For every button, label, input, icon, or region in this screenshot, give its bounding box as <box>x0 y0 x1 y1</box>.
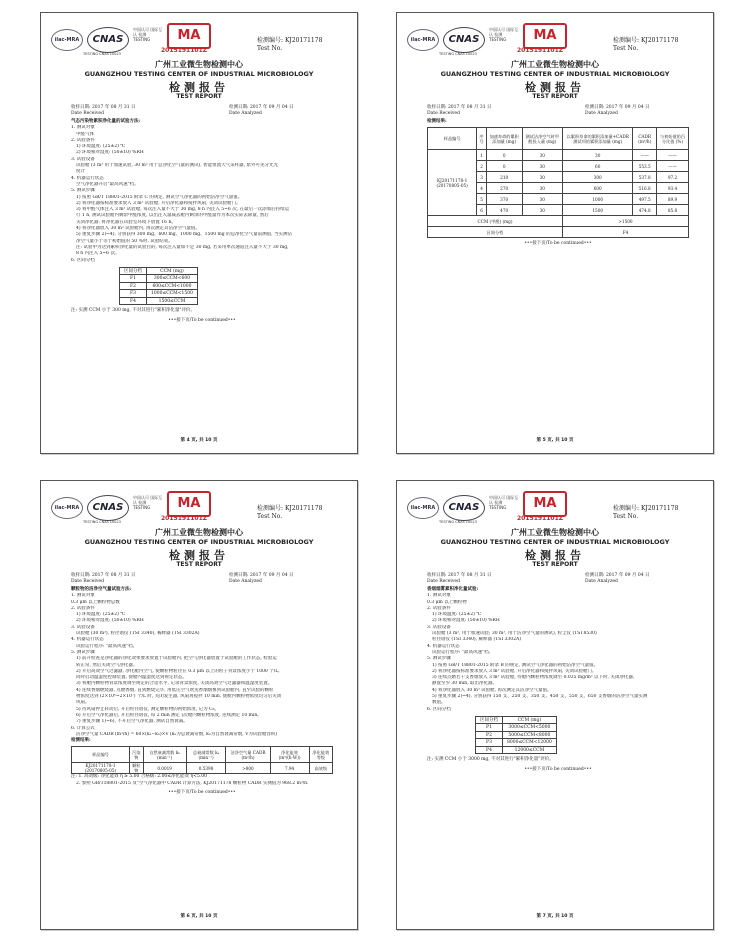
table-row <box>120 297 198 305</box>
cma-number: 2015191101Z <box>161 47 208 54</box>
table-cell: 6 <box>477 205 486 216</box>
table-cell: 0 <box>486 150 522 161</box>
cnas-lab-code: TESTING CNAS L0023 <box>439 520 477 524</box>
report-title-en: TEST REPORT <box>532 561 578 568</box>
accreditation-text: 中国认可 国际互认 检测 TESTING <box>489 27 519 42</box>
table-row <box>476 746 557 754</box>
ilac-mra-logo: ilac-MRA <box>51 29 83 51</box>
table-header: 测试洁净空气时甲醛投入量 (mg) <box>522 128 562 150</box>
method-line: 试验舱 (3 m³ 用于加速试验, 30 m³ 用于总净化空气量的测试), 智能恒流大气采样器, 紫外可见分光光 <box>76 163 278 169</box>
table-cell: 7.94 <box>270 763 309 774</box>
method-line: 试验运行程序: "最高风速"档。 <box>76 643 138 649</box>
report-number <box>613 505 678 521</box>
ilac-mra-logo: ilac-MRA <box>407 29 439 51</box>
date-analyzed-en: Date Analyzed <box>229 579 262 584</box>
method-line: 物浓度达到 (2×10⁶~2×10⁷) 个/L 时, 关闭发生器, 风扇再搅拌 10 min, 使舱内颗粒物浓度均匀后关闭 <box>76 694 282 700</box>
date-analyzed: 检测日期: 2017 年 09 月 04 日 <box>585 573 650 578</box>
cma-logo: MA <box>523 23 567 49</box>
report-title-cn: 检测报告 <box>525 549 585 562</box>
method-line: 2) 环境相对湿度: (50±10) %RH <box>76 618 144 624</box>
date-analyzed-en: Date Analyzed <box>585 111 618 116</box>
method-line: 2) 开启高效空气过滤器, 净化舱内空气, 使颗粒物粒径在 0.3 μm 以上的粒子背景浓度小于 1000 个/L, <box>76 668 280 674</box>
grade-value: F4 <box>562 227 688 238</box>
method-line: 5. 测试步骤 <box>427 656 451 662</box>
table-cell: 0.0019 <box>143 763 186 774</box>
date-received-en: Date Received <box>71 579 104 584</box>
table-header: 序号 <box>477 128 486 150</box>
table-cell: 516.8 <box>633 183 657 194</box>
table-cell: 30 <box>522 205 562 216</box>
table-header: 污染物 <box>129 747 143 763</box>
table-note: 注: 实测 CCM 小于 300 mg, 不对其进行"累积净化量"评价。 <box>71 308 195 314</box>
accreditation-text: 中国认可 国际互认 检测 TESTING <box>133 495 163 510</box>
date-received: 收样日期: 2017 年 08 月 31 日 <box>427 105 492 110</box>
method-body <box>427 587 689 772</box>
date-analyzed: 检测日期: 2017 年 09 月 04 日 <box>229 105 294 110</box>
continued-text: •••接下页/To be continued••• <box>168 317 236 323</box>
table-cell: 12000≤CCM <box>503 746 557 754</box>
method-line: 1. 测试对象 <box>427 593 451 599</box>
table-note: 2. 参照 GB/T18801-2015 及"空气净化器中 CADR 计算方法, KJ20171178 颗粒物 CADR 实测值为 968.2 m³/h. <box>76 780 309 786</box>
cnas-logo: CNAS <box>87 495 129 521</box>
test-no-label: Test No. <box>613 513 639 520</box>
method-line: 5) 重复步骤 2)~4), 分别获得 150 支、250 支、350 支、450 支、550 支、650 支香烟的洁净空气量实测 <box>432 694 648 700</box>
continued-text: •••接下页/To be continued••• <box>168 790 236 796</box>
method-line: 3) 将甲醛气体注入 3 m³ 试验舱, 每次注入量不大于 30 mg, 8 h 内注入 5~6 次, 在最后一次添加后持续运 <box>76 207 290 213</box>
report-page-5 <box>396 12 714 454</box>
grade-table <box>475 716 557 755</box>
method-line: 1) 环境温度: (25±2) ℃ <box>432 612 482 618</box>
method-line: 5. 测试步骤 <box>71 649 95 655</box>
table-cell: F4 <box>120 297 147 305</box>
table-row <box>476 724 557 732</box>
report-number <box>257 505 322 521</box>
table-cell: 30 <box>562 150 632 161</box>
method-line: 试验舱 (3 m³, 用于加速试验; 30 m³, 用于洁净空气量的测试), 粒尘仪 (TSI 8530) <box>432 631 597 637</box>
method-line: 4) 将净化器放入 30 m³ 试验舱, 再次测定其洁净空气量值。 <box>432 687 552 693</box>
table-header: CCM (mg) <box>147 267 198 275</box>
table-cell: 1 <box>477 150 486 161</box>
test-no-label: Test No. <box>257 45 283 52</box>
table-row <box>476 731 557 739</box>
method-line: 2) 环境相对湿度: (50±10) %RH <box>432 618 500 624</box>
date-analyzed: 检测日期: 2017 年 09 月 04 日 <box>229 573 294 578</box>
method-line: 0.3 μm 以上颗粒物 <box>427 599 467 605</box>
method-line: 1) 按照 GB/T 18801-2015 附录 B 的规定, 测试空气净化器的初始洁净空气量值。 <box>432 662 599 668</box>
table-cell: 60 <box>562 161 632 172</box>
table-header-row <box>428 128 689 150</box>
section-heading: 检测结果: <box>427 119 447 124</box>
cma-number: 2015191101Z <box>517 47 564 54</box>
table-cell: 30 <box>522 172 562 183</box>
page-number: 第 5 页, 共 10 页 <box>536 438 574 443</box>
table-row <box>428 216 689 227</box>
method-line: 试验舱 (30 m³), 粒径谱仪 (TSI 3340), 稀释器 (TSI 3302A) <box>76 631 200 637</box>
table-header: 区间分档 <box>120 267 147 275</box>
table-note: 注: 1. 高效级: 净化能效 η ≥ 5.00 合格级: 2.00≤净化能效 η<5.00 <box>71 774 207 780</box>
table-header: CADR (m³/h) <box>633 128 657 150</box>
report-page-6 <box>40 480 358 930</box>
date-received-en: Date Received <box>71 111 104 116</box>
cnas-lab-code: TESTING CNAS L0023 <box>83 52 121 56</box>
ccm-label: CCM (甲醛) (mg) <box>428 216 563 227</box>
table-cell: 270 <box>486 183 522 194</box>
table-note: 注: 实测 CCM 小于 3000 mg, 不对其进行"累积净化量"评价。 <box>427 757 554 763</box>
report-page-4 <box>40 12 358 454</box>
table-cell: 8000≤CCM<12000 <box>503 739 557 747</box>
table-cell: 5000≤CCM<8000 <box>503 731 557 739</box>
method-line: 3) 将舱内颗粒物背景浓度调至规定的合适水平, 记录背景浓度, 关闭高效空气过滤器和温湿度装置。 <box>76 681 273 687</box>
results-body <box>427 119 689 246</box>
report-number-label: 检测编号: <box>257 37 284 44</box>
table-row <box>120 282 198 290</box>
method-lines <box>427 593 689 713</box>
date-analyzed-block <box>585 105 650 117</box>
table-cell: 210 <box>486 172 522 183</box>
table-cell: 0 <box>486 161 522 172</box>
cma-number: 2015191101Z <box>517 515 564 522</box>
ilac-mra-logo: ilac-MRA <box>51 497 83 519</box>
date-received: 收样日期: 2017 年 08 月 31 日 <box>71 105 136 110</box>
table-cell: 97.2 <box>656 172 688 183</box>
method-line: 1) 按照 GB/T 18801-2015 附录 C 的规定, 测试空气净化器的初始洁净空气量值。 <box>76 194 243 200</box>
date-block <box>427 573 687 585</box>
date-block <box>427 105 687 117</box>
table-cell: 2 <box>477 161 486 172</box>
table-cell: 497.5 <box>633 194 657 205</box>
table-header: 净化能效等级 <box>309 747 332 763</box>
date-received: 收样日期: 2017 年 08 月 31 日 <box>71 573 136 578</box>
method-line: 6) 开启空气净化器后, 开启粒径谱仪, 每 2 min 测定 (次舱内颗粒物浓度, 连续测定 10 min。 <box>76 712 262 718</box>
method-line: 3. 试验设备 <box>71 624 95 630</box>
date-analyzed-en: Date Analyzed <box>585 579 618 584</box>
date-analyzed: 检测日期: 2017 年 09 月 04 日 <box>585 105 650 110</box>
table-row <box>428 150 689 161</box>
method-line: 4. 机器运行状态 <box>71 637 104 643</box>
table-cell: 474.8 <box>633 205 657 216</box>
sample-id-cell: KJ20171178-1 (20170805-05) <box>428 150 477 216</box>
date-received-en: Date Received <box>427 579 460 584</box>
table-cell: 370 <box>486 194 522 205</box>
cma-logo: MA <box>523 491 567 517</box>
org-title-cn: 广州工业微生物检测中心 <box>155 528 243 537</box>
method-line: 3. 试验设备 <box>427 624 451 630</box>
table-header-row <box>72 747 333 763</box>
method-line: 6. 计算公式 <box>71 725 95 731</box>
method-line: 洁净空气量 CADR (m³/h) = 60×(kₑ−kₙ)×V (kₑ为总衰减常数, kₙ为自然衰减常数, V为试验舱容积) <box>76 731 278 737</box>
table-cell: 颗粒物 <box>129 763 143 774</box>
report-number-label: 检测编号: <box>613 505 640 512</box>
method-line: 1) 前开检查是净化器的净化效果要求放置于试验舱内, 把空气净化器放置于试验舱的工作状态, 检验运 <box>76 656 277 662</box>
table-header: 加速寿命的累积添加量 (mg) <box>486 128 522 150</box>
table-cell: 600 <box>562 183 632 194</box>
results-heading: 检测结果: <box>71 738 91 744</box>
table-header: 以累积寿命的累积添加量+CADR 测试项的累积添加量 (mg) <box>562 128 632 150</box>
table-cell: —— <box>656 150 688 161</box>
method-line: 2. 试验条件 <box>71 605 95 611</box>
method-line: 度计 <box>76 169 85 175</box>
accreditation-text: 中国认可 国际互认 检测 TESTING <box>489 495 519 510</box>
method-line: 6. 区间分档 <box>427 706 451 712</box>
table-cell: 3000≤CCM<5000 <box>503 724 557 732</box>
report-title-en: TEST REPORT <box>176 93 222 100</box>
method-line: 1. 测试对象 <box>71 593 95 599</box>
table-header: 区间分档 <box>476 716 503 724</box>
method-line: 3) 连续点燃若干支香烟放入 3 m³ 试验舱, 待舱内颗粒物浓度降至 0.035 mg/m³ 以下时, 关闭净化器, <box>432 675 635 681</box>
org-title-en: GUANGZHOU TESTING CENTER OF INDUSTRIAL MICROBIOLOGY <box>440 538 670 546</box>
org-title-en: GUANGZHOU TESTING CENTER OF INDUSTRIAL MICROBIOLOGY <box>84 538 314 546</box>
report-number-label: 检测编号: <box>613 37 640 44</box>
date-block <box>71 105 331 117</box>
method-line: 2) 环境相对湿度: (50±10) %RH <box>76 150 144 156</box>
method-body <box>71 587 333 795</box>
method-line: 注: 试验中为达到累积净化量的试验目的, 每次注入量如不足 30 mg, 若采用单次通道注入量不大于 30 mg, <box>76 244 289 250</box>
section-heading: 香烟烟雾累积净化量试验: <box>427 587 479 592</box>
method-lines <box>71 593 333 738</box>
method-line: 2) 将净化器按标准要求放入 3 m³ 试验舱, 开启净化器和搅拌风扇, 关闭试验舱门。 <box>432 668 597 674</box>
method-line: 同时启动温湿度控制装置, 使舱内温湿度达到规定状态。 <box>76 675 187 681</box>
method-line: 1) 环境温度: (25±2) ℃ <box>76 144 126 150</box>
method-line: 4) 连续香烟燃烧器, 点燃香烟, 直到燃烧完毕, 用低压空气吹送香烟烟雾到试验舱内, 直至试验的颗粒 <box>76 687 274 693</box>
grade-table <box>119 267 198 306</box>
table-cell: 高效级 <box>309 763 332 774</box>
org-title-cn: 广州工业微生物检测中心 <box>155 60 243 69</box>
date-block <box>71 573 331 585</box>
accreditation-text: 中国认可 国际互认 检测 TESTING <box>133 27 163 42</box>
table-row <box>120 275 198 283</box>
results-table <box>427 127 689 238</box>
table-header: 洁净空气量 CADR (m³/h) <box>226 747 270 763</box>
method-line: 0.3 μm 以上颗粒物总数 <box>71 599 120 605</box>
date-analyzed-block <box>229 573 294 585</box>
method-line: 3. 试验设备 <box>71 156 95 162</box>
table-cell: 470 <box>486 205 522 216</box>
table-cell: 93.4 <box>656 183 688 194</box>
table-cell: 30 <box>522 150 562 161</box>
section-heading: 气态污染物累积净化量的试验方法: <box>71 119 141 124</box>
cma-number: 2015191101Z <box>161 515 208 522</box>
table-cell: >800 <box>226 763 270 774</box>
table-cell: 300 <box>562 172 632 183</box>
table-cell: 0.5398 <box>186 763 226 774</box>
report-title-cn: 检测报告 <box>525 81 585 94</box>
method-line: 7) 重复步骤 1)~6), 不开启空气净化器, 测试自然衰减。 <box>76 719 188 725</box>
method-line: 转正常, 然后关闭空气净化器。 <box>76 662 138 668</box>
date-analyzed-block <box>585 573 650 585</box>
table-cell: 300≤CCM<600 <box>147 275 198 283</box>
report-header <box>51 487 347 527</box>
method-line: 数值。 <box>432 700 446 706</box>
org-title-cn: 广州工业微生物检测中心 <box>511 60 599 69</box>
report-header <box>407 19 703 59</box>
method-line: 试验运行程序: "最高风速"档。 <box>432 649 494 655</box>
table-header-row <box>476 716 557 724</box>
page-number: 第 4 页, 共 10 页 <box>180 438 218 443</box>
table-header: 样品编号 <box>72 747 130 763</box>
test-no-label: Test No. <box>257 513 283 520</box>
method-line: 4. 机器运行状态 <box>71 175 104 181</box>
report-title-en: TEST REPORT <box>532 93 578 100</box>
table-cell: 5 <box>477 194 486 205</box>
table-row <box>428 227 689 238</box>
method-line: 5) 待风扇停止转动后, 开启粒径谱仪, 测定颗粒物的初始浓度, 记为 C₀。 <box>76 706 219 712</box>
table-cell: F1 <box>120 275 147 283</box>
table-cell: P4 <box>476 746 503 754</box>
table-cell: 1500≤CCM <box>147 297 198 305</box>
method-lines <box>71 125 333 264</box>
continued-text: •••接下页/To be continued••• <box>524 766 592 772</box>
method-line: 行 1 h, 测试试验舱内剩余甲醛浓度, 以出注入量减去舱内剩余的甲醛量作为本次实际去除量, 然后 <box>76 213 269 219</box>
report-number-value: KJ20171178 <box>640 37 679 44</box>
table-header: 净化能效 (m³/(h·W)) <box>270 747 309 763</box>
table-cell: 30 <box>522 161 562 172</box>
method-line: 净空气量小于等于初始值的 50 %时, 试验结束。 <box>76 238 173 244</box>
method-line: 4) 将净化器放入 30 m³ 试验舱内, 再次测定其洁净空气量值。 <box>76 226 200 232</box>
test-no-label: Test No. <box>613 45 639 52</box>
cma-logo: MA <box>167 491 211 517</box>
section-heading: 颗粒物的洁净空气量试验方法: <box>71 587 132 592</box>
table-header: CCM (mg) <box>503 716 557 724</box>
report-header <box>51 19 347 59</box>
table-cell: 537.8 <box>633 172 657 183</box>
method-line: 粒径谱仪 (TSI 3340), 稀释器 (TSI 3302A) <box>432 637 521 643</box>
method-line: 2. 试验条件 <box>427 605 451 611</box>
method-line: 4. 机器运行状态 <box>427 643 460 649</box>
date-received-en: Date Received <box>427 111 460 116</box>
method-line: 5. 测试步骤 <box>71 188 95 194</box>
table-row <box>476 739 557 747</box>
report-number-value: KJ20171178 <box>284 505 323 512</box>
org-title-cn: 广州工业微生物检测中心 <box>511 528 599 537</box>
cnas-logo: CNAS <box>443 27 485 53</box>
table-cell: P3 <box>476 739 503 747</box>
table-header: 与初始值的百分比值 (%) <box>656 128 688 150</box>
page-number: 第 7 页, 共 10 页 <box>536 914 574 919</box>
table-row <box>72 763 333 774</box>
table-cell: 3 <box>477 172 486 183</box>
report-number-label: 检测编号: <box>257 505 284 512</box>
method-line: 6. 区间分档 <box>71 257 95 263</box>
cnas-lab-code: TESTING CNAS L0023 <box>439 52 477 56</box>
table-cell: 1000 <box>562 194 632 205</box>
table-header-row <box>120 267 198 275</box>
table-cell: 553.5 <box>633 161 657 172</box>
ccm-value: >1500 <box>562 216 688 227</box>
report-title-en: TEST REPORT <box>176 561 222 568</box>
page-number: 第 6 页, 共 10 页 <box>180 914 218 919</box>
report-number-value: KJ20171178 <box>284 37 323 44</box>
cnas-logo: CNAS <box>443 495 485 521</box>
method-line: 8 h 内注入 5~6 次。 <box>76 251 120 257</box>
table-cell: 4 <box>477 183 486 194</box>
report-number <box>257 37 322 53</box>
method-line: 风扇。 <box>76 700 90 706</box>
method-line: 1. 测试对象 <box>71 125 95 131</box>
grade-label: 区间分档 <box>428 227 563 238</box>
table-cell: 1500 <box>562 205 632 216</box>
results-table <box>71 746 333 774</box>
report-number <box>613 37 678 53</box>
table-cell: 30 <box>522 183 562 194</box>
table-cell: KJ20171178-1 (20170805-05) <box>72 763 130 774</box>
method-body <box>71 119 333 323</box>
report-title-cn: 检测报告 <box>169 549 229 562</box>
table-cell: 85.8 <box>656 205 688 216</box>
date-received: 收样日期: 2017 年 08 月 31 日 <box>427 573 492 578</box>
method-line: 2. 试验条件 <box>71 137 95 143</box>
method-line: 5) 重复步骤 2)~4), 分别获得 300 mg、600 mg、1000 mg、1500 mg 的总净化空气量前测值, 当实测洁 <box>76 232 292 238</box>
table-cell: —— <box>656 161 688 172</box>
ilac-mra-logo: ilac-MRA <box>407 497 439 519</box>
continued-text: •••接下页/To be continued••• <box>524 241 592 247</box>
table-cell: F3 <box>120 290 147 298</box>
date-analyzed-en: Date Analyzed <box>229 111 262 116</box>
table-row <box>120 290 198 298</box>
table-cell: F2 <box>120 282 147 290</box>
report-number-value: KJ20171178 <box>640 505 679 512</box>
date-analyzed-block <box>229 105 294 117</box>
report-header <box>407 487 703 527</box>
cnas-lab-code: TESTING CNAS L0023 <box>83 520 121 524</box>
method-line: 2) 将净化器按标准要求放入 3 m³ 试验舱, 开启净化器和搅拌风扇, 关闭试验舱门。 <box>76 200 241 206</box>
report-title-cn: 检测报告 <box>169 81 229 94</box>
method-line: 静置至少 30 min, 取出净化器。 <box>432 681 498 687</box>
table-header: 自然衰减常数 kₙ (min⁻¹) <box>143 747 186 763</box>
org-title-en: GUANGZHOU TESTING CENTER OF INDUSTRIAL MICROBIOLOGY <box>84 70 314 78</box>
method-line: 关闭净化器, 将净化器在试验室环境下放置 16 h。 <box>76 219 176 225</box>
table-cell: —— <box>633 150 657 161</box>
table-cell: P2 <box>476 731 503 739</box>
table-cell: 89.9 <box>656 194 688 205</box>
method-line: 甲醛气体 <box>76 131 94 137</box>
table-cell: 30 <box>522 194 562 205</box>
table-cell: 600≤CCM<1000 <box>147 282 198 290</box>
table-header: 样品编号 <box>428 128 477 150</box>
method-line: 1) 环境温度: (25±2) ℃ <box>76 612 126 618</box>
cnas-logo: CNAS <box>87 27 129 53</box>
method-line: 空气净化器开启"最高风速"档。 <box>76 181 139 187</box>
table-cell: P1 <box>476 724 503 732</box>
table-cell: 1000≤CCM<1500 <box>147 290 198 298</box>
cma-logo: MA <box>167 23 211 49</box>
org-title-en: GUANGZHOU TESTING CENTER OF INDUSTRIAL MICROBIOLOGY <box>440 70 670 78</box>
table-header: 总衰减常数 kₑ (min⁻¹) <box>186 747 226 763</box>
report-page-7 <box>396 480 714 930</box>
